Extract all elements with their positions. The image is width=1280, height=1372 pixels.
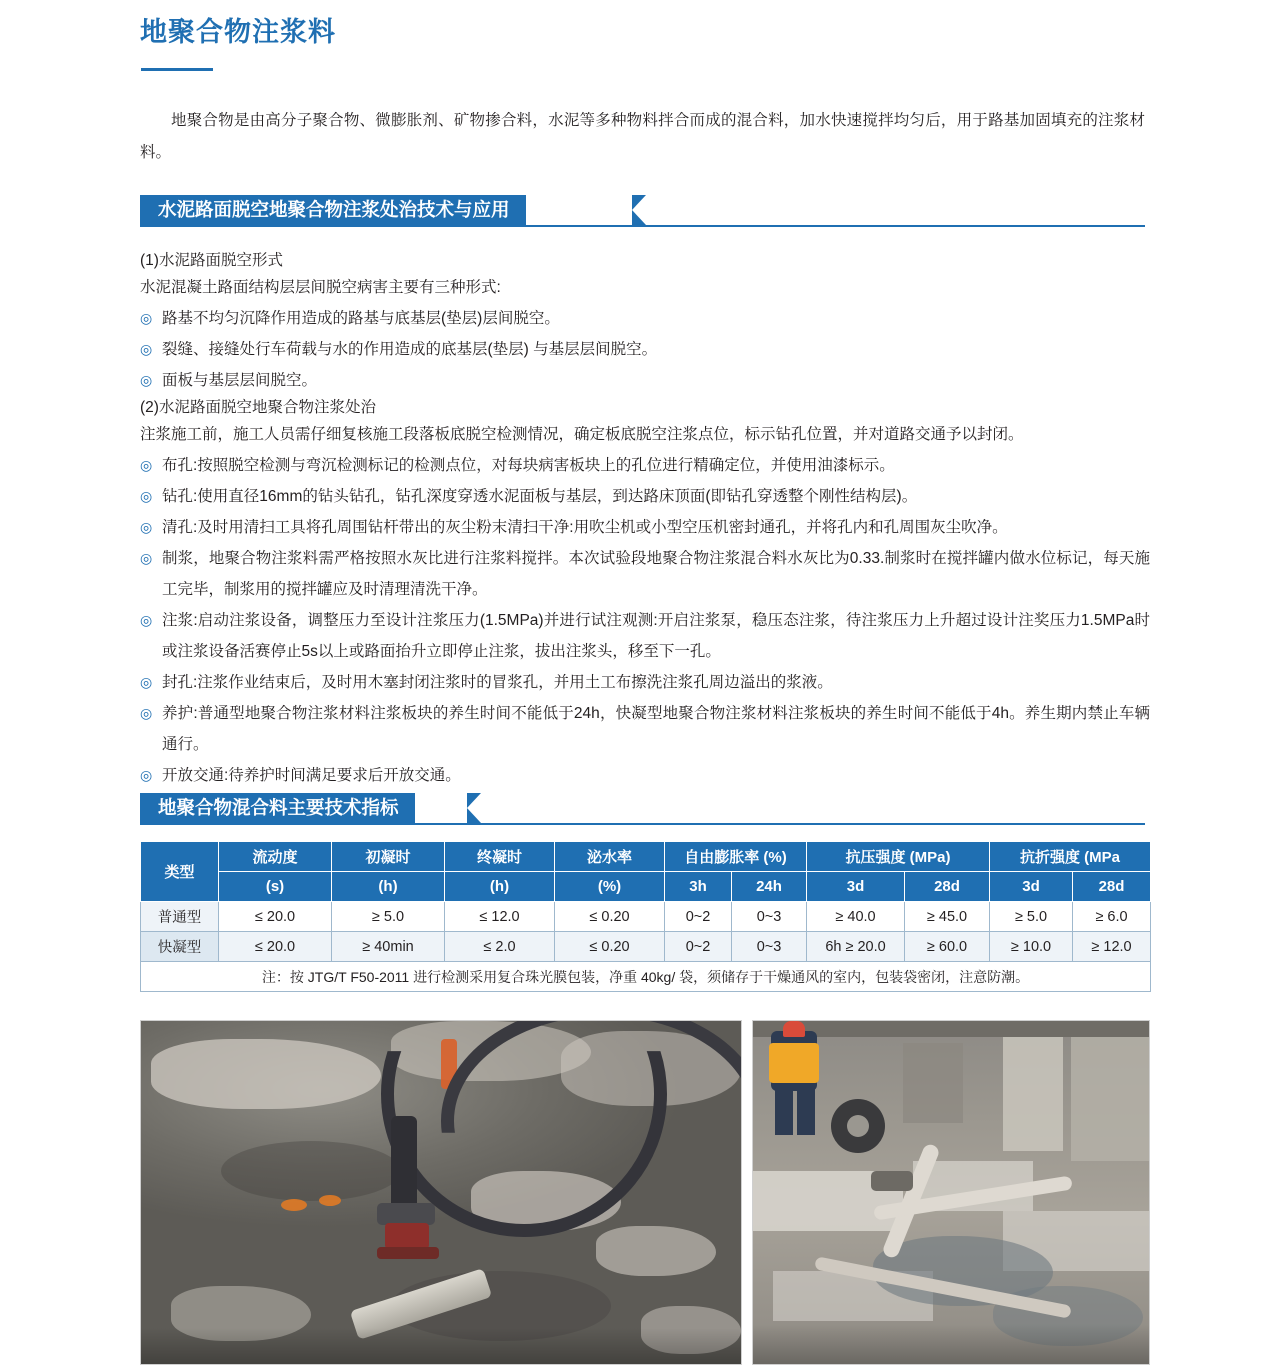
- th-bleeding: 泌水率: [555, 842, 665, 872]
- photo-site-injection: [752, 1020, 1150, 1365]
- cell: ≥ 10.0: [990, 932, 1073, 962]
- cell: ≥ 5.0: [990, 902, 1073, 932]
- th-final-set-unit: (h): [445, 872, 555, 902]
- worker-leg: [775, 1083, 793, 1135]
- th-type: 类型: [141, 842, 219, 902]
- section-2-title-arrow: [467, 793, 481, 823]
- th-compressive: 抗压强度 (MPa): [807, 842, 990, 872]
- sub-heading-2-lead: 注浆施工前，施工人员需仔细复核施工段落板底脱空检测情况，确定板底脱空注浆点位，标示钻孔位置，并对道路交通予以封闭。: [140, 426, 1024, 443]
- table-note-row: [141, 962, 1151, 992]
- sub-heading-1-lead: 水泥混凝土路面结构层层间脱空病害主要有三种形式:: [140, 279, 501, 296]
- th-expansion: 自由膨胀率 (%): [665, 842, 807, 872]
- section-1-title-arrow: [632, 195, 646, 225]
- cell: ≥ 40.0: [807, 902, 905, 932]
- photo-row: [140, 1020, 1150, 1365]
- paint-mark: [281, 1199, 307, 1211]
- cell: ≥ 6.0: [1073, 902, 1151, 932]
- nozzle-base: [377, 1247, 439, 1259]
- th-initial-set: 初凝时: [332, 842, 445, 872]
- list-item: ◎ 制浆，地聚合物注浆料需严格按照水灰比进行注浆料搅拌。本次试验段地聚合物注浆混合料水灰比为0.33.制浆时在搅拌罐内做水位标记，每天施工完毕，制浆用的搅拌罐应及时清理清洗干净。: [140, 543, 1150, 605]
- list-item: ◎ 注浆:启动注浆设备，调整压力至设计注浆压力(1.5MPa)并进行试注观测:开启注浆泵，稳压态注浆，待注浆压力上升超过设计注奖压力1.5MPa时或注浆设备活赛停止5s以上或路面抬升立即停止注浆，拔出注浆头，移至下一孔。: [140, 605, 1150, 667]
- table-row: [141, 932, 1151, 962]
- pavement-patch: [596, 1226, 716, 1276]
- page-bottom-edge: [0, 1366, 1280, 1372]
- section-2-title: 地聚合物混合料主要技术指标: [140, 793, 415, 823]
- list-item: ◎ 开放交通:待养护时间满足要求后开放交通。: [140, 760, 1150, 791]
- th-compressive-28d: 28d: [905, 872, 990, 902]
- spec-table-wrap: [140, 841, 1150, 992]
- cell: ≤ 2.0: [445, 932, 555, 962]
- list-item: ◎ 布孔:按照脱空检测与弯沉检测标记的检测点位，对每块病害板块上的孔位进行精确定位，并使用油漆标示。: [140, 450, 1150, 481]
- cell: ≤ 0.20: [555, 902, 665, 932]
- table-header-row-2: [141, 872, 1151, 902]
- sub-heading-2: (2)水泥路面脱空地聚合物注浆处治: [140, 399, 376, 416]
- photo-grouting-nozzle: [140, 1020, 742, 1365]
- list-item: ◎ 钻孔:使用直径16mm的钻头钻孔，钻孔深度穿透水泥面板与基层，到达路床顶面(即钻孔穿透整个刚性结构层)。: [140, 481, 1150, 512]
- section-2-underline: [140, 823, 1145, 825]
- sub-heading-1: (1)水泥路面脱空形式: [140, 252, 283, 269]
- th-expansion-3h: 3h: [665, 872, 732, 902]
- section-1-title: 水泥路面脱空地聚合物注浆处治技术与应用: [140, 195, 526, 225]
- worker-helmet: [783, 1021, 805, 1037]
- list-item: ◎ 路基不均匀沉降作用造成的路基与底基层(垫层)层间脱空。: [140, 303, 1150, 334]
- table-row: [141, 902, 1151, 932]
- cell: 0~2: [665, 902, 732, 932]
- section-header-1: [140, 195, 1145, 227]
- cell: ≤ 20.0: [219, 902, 332, 932]
- nozzle-body: [871, 1171, 913, 1191]
- nozzle-collar: [377, 1203, 435, 1225]
- pavement-shadow: [221, 1141, 401, 1201]
- cell: 6h ≥ 20.0: [807, 932, 905, 962]
- grout-hose-drop: [391, 1116, 417, 1211]
- table-header-row-1: [141, 842, 1151, 872]
- list-item: ◎ 封孔:注浆作业结束后，及时用木塞封闭注浆时的冒浆孔，并用土工布擦洗注浆孔周边溢出的浆液。: [140, 667, 1150, 698]
- row-type: 快凝型: [141, 932, 219, 962]
- cell: ≥ 45.0: [905, 902, 990, 932]
- worker-vest: [769, 1043, 819, 1083]
- title-underline: [141, 68, 213, 71]
- cell: ≤ 12.0: [445, 902, 555, 932]
- cell: ≥ 60.0: [905, 932, 990, 962]
- list-item: ◎ 面板与基层层间脱空。: [140, 365, 1150, 396]
- worker-leg: [797, 1083, 815, 1135]
- spec-table: [140, 841, 1151, 992]
- photo-right-vignette: [753, 1324, 1149, 1364]
- list-item: ◎ 养护:普通型地聚合物注浆材料注浆板块的养生时间不能低于24h，快凝型地聚合物注浆材料注浆板块的养生时间不能低于4h。养生期内禁止车辆通行。: [140, 698, 1150, 760]
- pavement-patch: [151, 1039, 381, 1109]
- cell: 0~3: [732, 902, 807, 932]
- th-initial-set-unit: (h): [332, 872, 445, 902]
- th-flexural-3d: 3d: [990, 872, 1073, 902]
- section-header-2: [140, 793, 1145, 825]
- cell: ≤ 20.0: [219, 932, 332, 962]
- th-flow: 流动度: [219, 842, 332, 872]
- cell: ≥ 12.0: [1073, 932, 1151, 962]
- cell: ≤ 0.20: [555, 932, 665, 962]
- list-item: ◎ 裂缝、接缝处行车荷载与水的作用造成的底基层(垫层) 与基层层间脱空。: [140, 334, 1150, 365]
- row-type: 普通型: [141, 902, 219, 932]
- paint-mark: [319, 1195, 341, 1206]
- cell: 0~2: [665, 932, 732, 962]
- background-structure: [903, 1043, 963, 1123]
- cell: ≥ 5.0: [332, 902, 445, 932]
- section-1-underline: [140, 225, 1145, 227]
- intro-paragraph: 地聚合物是由高分子聚合物、微膨胀剂、矿物掺合料，水泥等多种物料拌合而成的混合料，加水快速搅拌均匀后，用于路基加固填充的注浆材料。: [140, 112, 1145, 161]
- th-flexural: 抗折强度 (MPa: [990, 842, 1151, 872]
- th-bleeding-unit: (%): [555, 872, 665, 902]
- cell: 0~3: [732, 932, 807, 962]
- th-compressive-3d: 3d: [807, 872, 905, 902]
- background-structure: [1003, 1031, 1063, 1151]
- equipment-hub: [847, 1115, 869, 1137]
- photo-left-vignette: [141, 1328, 741, 1364]
- nozzle-body: [385, 1223, 429, 1249]
- th-flow-unit: (s): [219, 872, 332, 902]
- table-note: 注：按 JTG/T F50-2011 进行检测采用复合珠光膜包装，净重 40kg/ 袋，须储存于干燥通风的室内，包装袋密闭，注意防潮。: [141, 962, 1151, 992]
- th-flexural-28d: 28d: [1073, 872, 1151, 902]
- th-final-set: 终凝时: [445, 842, 555, 872]
- cell: ≥ 40min: [332, 932, 445, 962]
- background-structure: [1071, 1021, 1150, 1161]
- th-expansion-24h: 24h: [732, 872, 807, 902]
- list-item: ◎ 清孔:及时用清扫工具将孔周围钻杆带出的灰尘粉末清扫干净:用吹尘机或小型空压机密封通孔，并将孔内和孔周围灰尘吹净。: [140, 512, 1150, 543]
- page-title: 地聚合物注浆料: [140, 17, 336, 47]
